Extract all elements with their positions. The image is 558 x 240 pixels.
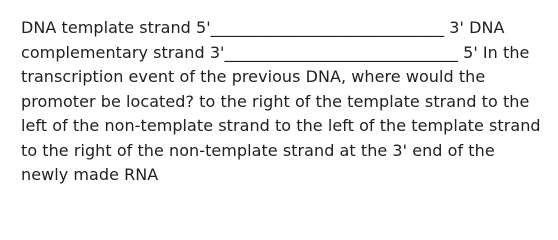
question-text: DNA template strand 5'_____________________________ 3' DNA complementary strand 3'_____________________________ 5' In the transcription event of the previous DNA, where would the promoter be located? to the right of the template strand to the left of the non-template strand to the left of the template strand to the right of the non-template strand at the 3' end of the newly made RNA <box>21 18 541 184</box>
